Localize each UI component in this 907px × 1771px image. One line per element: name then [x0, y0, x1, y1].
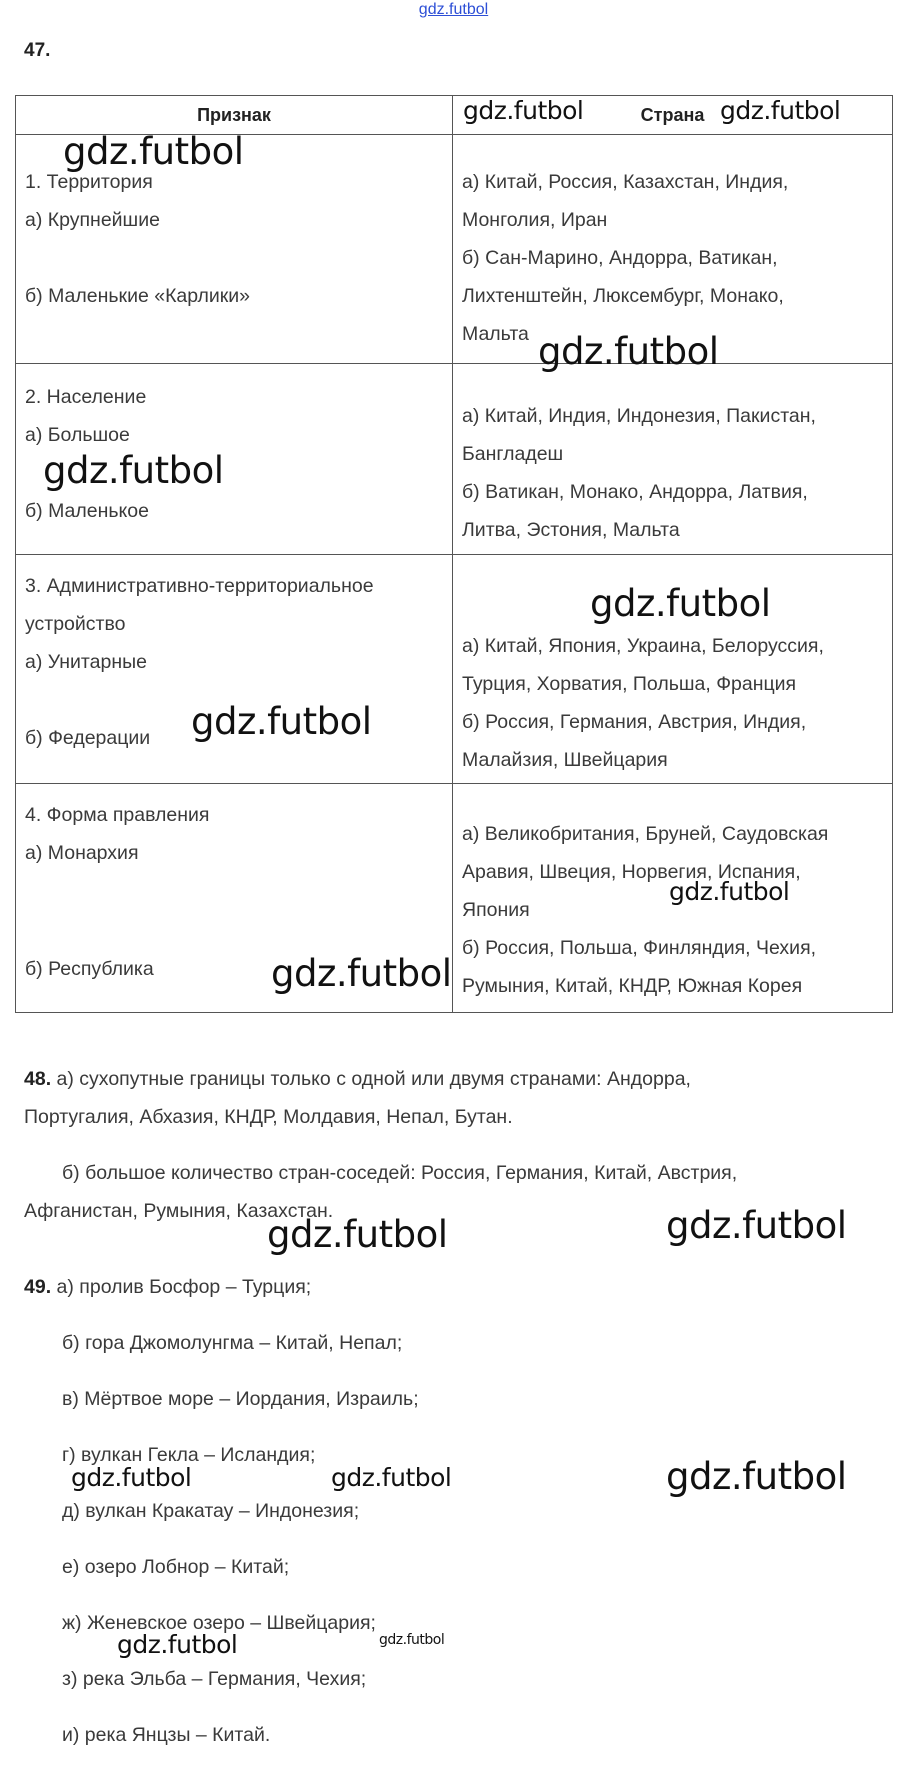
row4-right-line: а) Великобритания, Бруней, Саудовская	[462, 823, 829, 845]
watermark-text: gdz.futbol	[43, 449, 224, 492]
task-48-number: 48.	[24, 1068, 52, 1090]
task-49-item: б) гора Джомолунгма – Китай, Непал;	[62, 1332, 403, 1354]
task-49-item: д) вулкан Кракатау – Индонезия;	[62, 1500, 360, 1522]
row3-right-line: Турция, Хорватия, Польша, Франция	[462, 673, 797, 695]
task-48-line3: б) большое количество стран-соседей: Россия, Германия, Китай, Австрия,	[62, 1162, 738, 1184]
row1-right-line: а) Китай, Россия, Казахстан, Индия,	[462, 171, 789, 193]
watermark-text: gdz.futbol	[379, 1632, 445, 1648]
task-48-line2: Португалия, Абхазия, КНДР, Молдавия, Непал, Бутан.	[24, 1106, 513, 1128]
header-feature: Признак	[16, 96, 453, 135]
row3-right-line: Малайзия, Швейцария	[462, 749, 668, 771]
task-47-number: 47.	[24, 40, 51, 61]
task-49-item: з) река Эльба – Германия, Чехия;	[62, 1668, 367, 1690]
task-49-item: г) вулкан Гекла – Исландия;	[62, 1444, 316, 1466]
watermark-text: gdz.futbol	[463, 96, 584, 125]
watermark-text: gdz.futbol	[590, 582, 771, 625]
row4-right-line: Япония	[462, 899, 530, 921]
row3-left-line: 3. Административно-территориальное	[25, 575, 374, 597]
row3-left-line: устройство	[25, 613, 126, 635]
header-country: Страна	[453, 96, 893, 135]
row1-right-line: Мальта	[462, 323, 529, 345]
watermark-text: gdz.futbol	[267, 1213, 448, 1256]
task-49-item: в) Мёртвое море – Иордания, Израиль;	[62, 1388, 419, 1410]
watermark-text: gdz.futbol	[538, 330, 719, 373]
task-49-item: и) река Янцзы – Китай.	[62, 1724, 271, 1746]
watermark-text: gdz.futbol	[191, 700, 372, 743]
row2-right-line: а) Китай, Индия, Индонезия, Пакистан,	[462, 405, 816, 427]
row3-right-line: а) Китай, Япония, Украина, Белоруссия,	[462, 635, 824, 657]
task-49-item: е) озеро Лобнор – Китай;	[62, 1556, 290, 1578]
row1-left-line: б) Маленькие «Карлики»	[25, 285, 250, 307]
watermark-text: gdz.futbol	[331, 1463, 452, 1492]
row2-right-line: Бангладеш	[462, 443, 564, 465]
watermark-text: gdz.futbol	[71, 1463, 192, 1492]
task-48-line4: Афганистан, Румыния, Казахстан.	[24, 1200, 334, 1222]
row1-right-line: Монголия, Иран	[462, 209, 608, 231]
row4-right-line: Аравия, Швеция, Норвегия, Испания,	[462, 861, 801, 883]
watermark-text: gdz.futbol	[666, 1204, 847, 1247]
row2-left-line: 2. Население	[25, 386, 147, 408]
row2-right-line: б) Ватикан, Монако, Андорра, Латвия,	[462, 481, 808, 503]
watermark-text: gdz.futbol	[666, 1455, 847, 1498]
row1-left-line: 1. Территория	[25, 171, 153, 193]
row4-right-line: б) Россия, Польша, Финляндия, Чехия,	[462, 937, 817, 959]
row2-left-line: а) Большое	[25, 424, 130, 446]
task-49-number: 49.	[24, 1276, 52, 1298]
row3-left-line: б) Федерации	[25, 727, 151, 749]
watermark-text: gdz.futbol	[720, 96, 841, 125]
row3-left-line: а) Унитарные	[25, 651, 147, 673]
watermark-text: gdz.futbol	[669, 877, 790, 906]
watermark-text: gdz.futbol	[63, 130, 244, 173]
row1-right-line: б) Сан-Марино, Андорра, Ватикан,	[462, 247, 778, 269]
watermark-text: gdz.futbol	[271, 952, 452, 995]
answer-table	[15, 95, 893, 1013]
row4-left-line: а) Монархия	[25, 842, 139, 864]
row2-left-line: б) Маленькое	[25, 500, 149, 522]
row1-right-line: Лихтенштейн, Люксембург, Монако,	[462, 285, 784, 307]
row1-left-line: а) Крупнейшие	[25, 209, 160, 231]
task-49-item: ж) Женевское озеро – Швейцария;	[62, 1612, 376, 1634]
row4-right-line: Румыния, Китай, КНДР, Южная Корея	[462, 975, 803, 997]
row4-left-line: 4. Форма правления	[25, 804, 210, 826]
row4-left-line: б) Республика	[25, 958, 154, 980]
watermark-text: gdz.futbol	[117, 1630, 238, 1659]
top-watermark-link[interactable]: gdz.futbol	[418, 1, 489, 18]
task-49-item: 49. а) пролив Босфор – Турция;	[24, 1276, 312, 1298]
task-48-line1: 48. а) сухопутные границы только с одной или двумя странами: Андорра,	[24, 1068, 691, 1090]
row2-right-line: Литва, Эстония, Мальта	[462, 519, 680, 541]
row3-right-line: б) Россия, Германия, Австрия, Индия,	[462, 711, 807, 733]
